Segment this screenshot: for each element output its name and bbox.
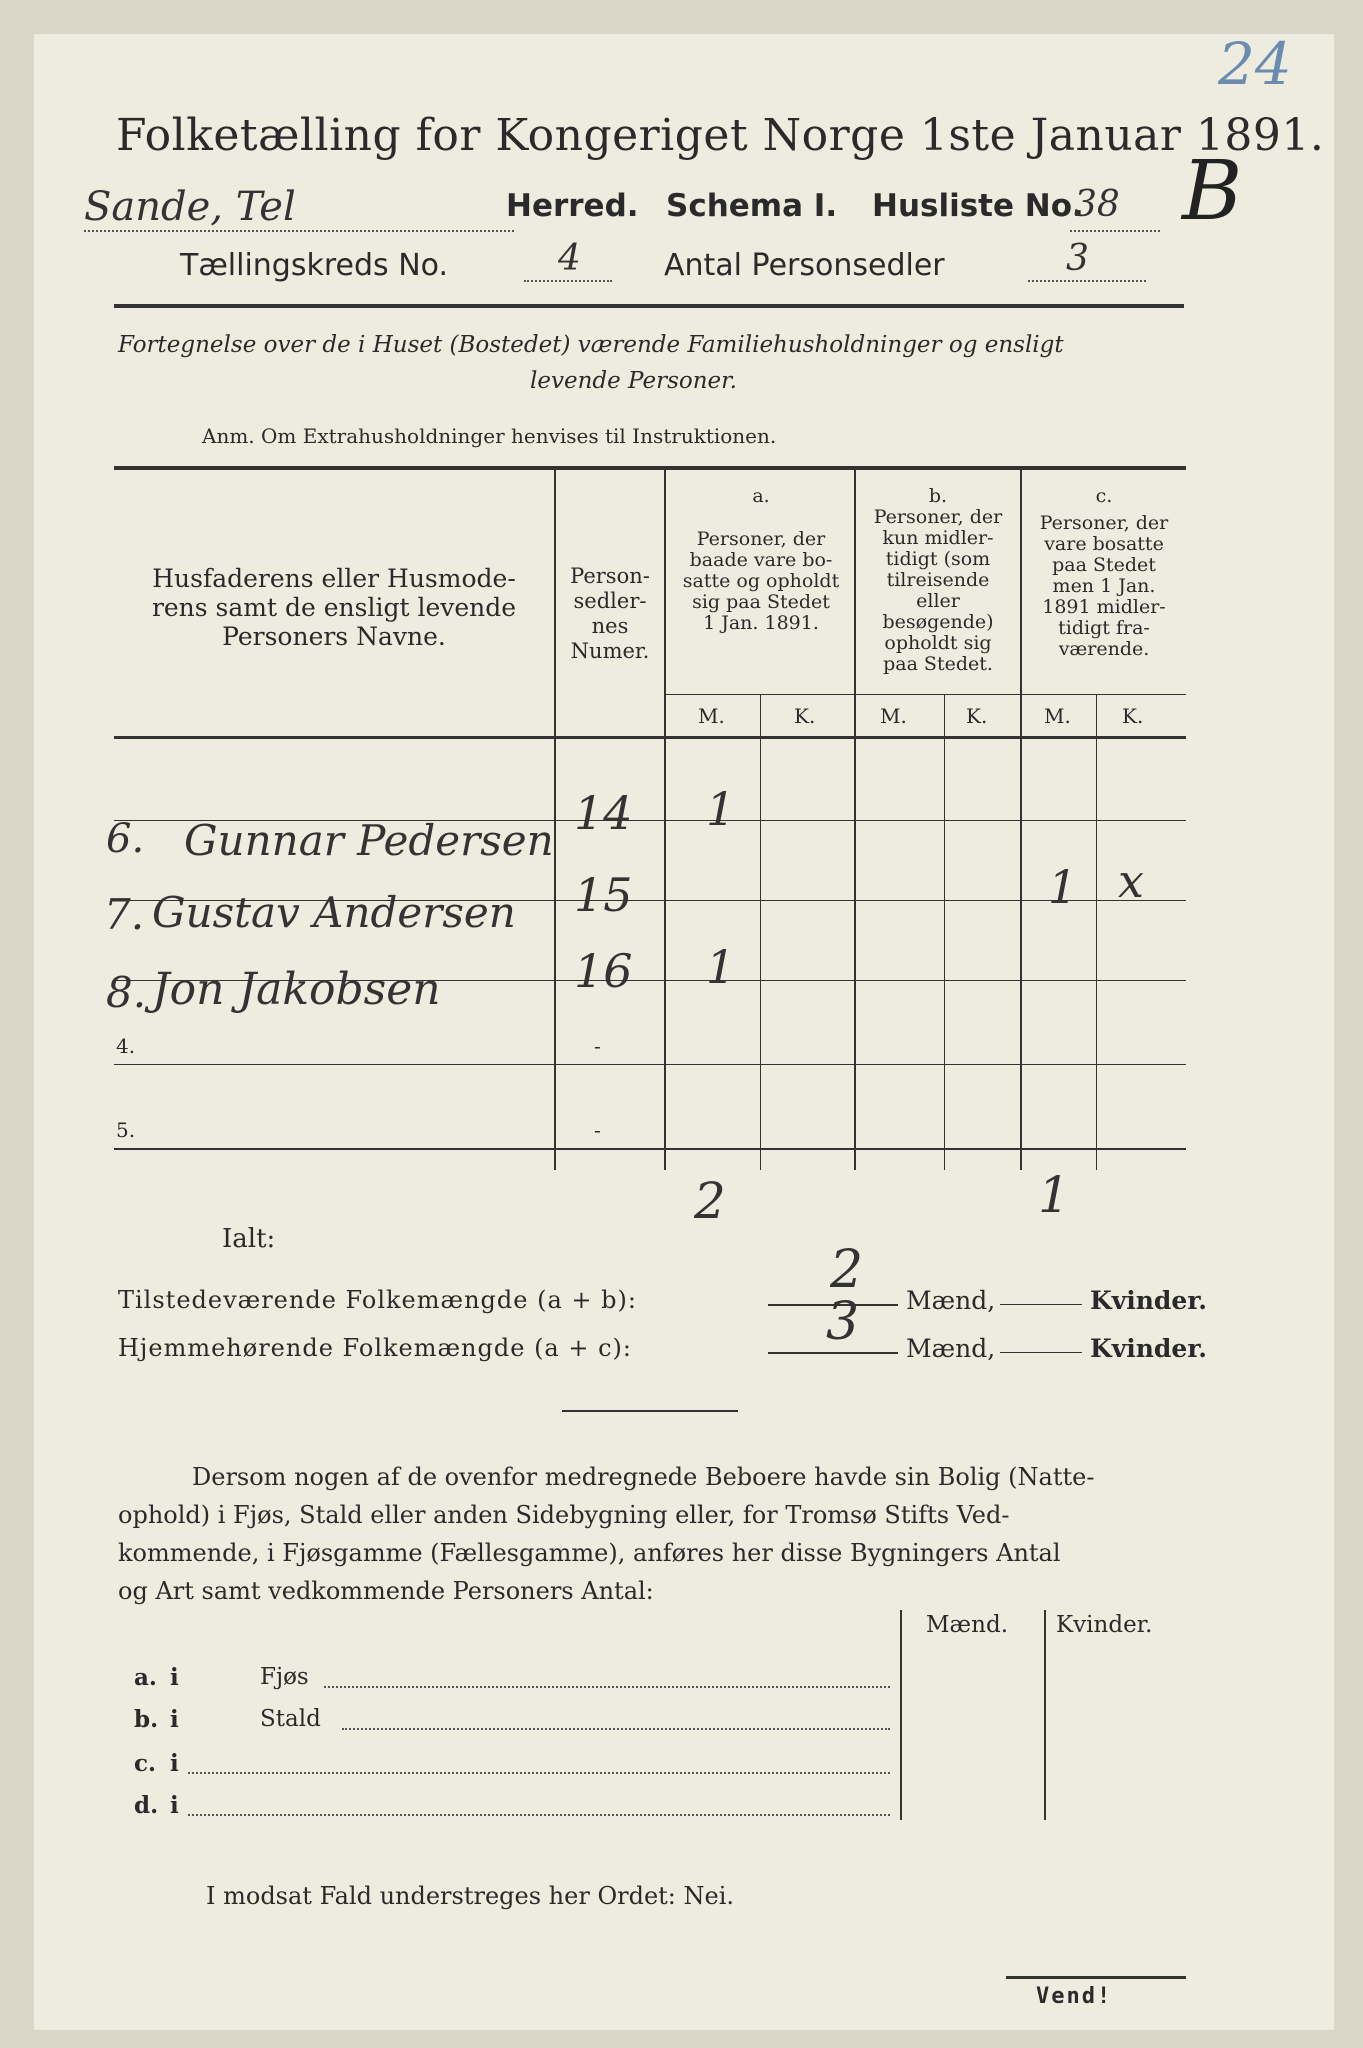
page-number: 24 bbox=[1218, 30, 1292, 98]
buildings-row-d-dots bbox=[188, 1814, 890, 1816]
table-row-5-num: - bbox=[594, 1118, 601, 1142]
col-num-header-l2: sedler- bbox=[573, 589, 647, 613]
table-row-2-name: Gustav Andersen bbox=[152, 888, 516, 937]
kreds-dotline bbox=[524, 280, 612, 282]
col-c-header bbox=[1022, 486, 1186, 660]
section-separator bbox=[562, 1410, 738, 1412]
tilstede-maend-value: 2 bbox=[830, 1240, 864, 1300]
col-c-l4: men 1 Jan. bbox=[1052, 575, 1156, 597]
buildings-row-a-label: Fjøs bbox=[260, 1664, 309, 1690]
table-row-1-a-m: 1 bbox=[706, 782, 736, 836]
col-name-header bbox=[124, 564, 544, 651]
mk-b-k: K. bbox=[966, 704, 988, 728]
buildings-line-2: ophold) i Fjøs, Stald eller anden Sidebygning eller, for Tromsø Stifts Ved- bbox=[118, 1501, 1010, 1529]
antal-value: 3 bbox=[1066, 238, 1089, 279]
buildings-row-b-letter: b. bbox=[134, 1706, 159, 1733]
table-row-3-no: 8. bbox=[106, 968, 147, 1017]
col-rule-3 bbox=[760, 694, 761, 1170]
hjemme-kvinder-label: Kvinder. bbox=[1090, 1334, 1207, 1363]
ialt-a-m: 2 bbox=[694, 1172, 726, 1230]
herred-dotline bbox=[84, 230, 514, 232]
antal-label: Antal Personsedler bbox=[664, 248, 945, 283]
husliste-suffix-large: B bbox=[1182, 144, 1243, 239]
buildings-paragraph bbox=[118, 1458, 1094, 1610]
col-b-l5: eller bbox=[916, 590, 960, 612]
vend-rule bbox=[1006, 1976, 1186, 1979]
table-row-2-c-k: x bbox=[1118, 854, 1144, 908]
buildings-row-a-dots bbox=[324, 1686, 890, 1688]
col-a-l1: Personer, der bbox=[696, 528, 826, 550]
col-c-l6: tidigt fra- bbox=[1058, 617, 1150, 639]
husliste-value: 38 bbox=[1074, 184, 1120, 225]
row-rule-4 bbox=[114, 1064, 1186, 1065]
col-num-header-l1: Person- bbox=[570, 564, 650, 588]
ialt-c-m: 1 bbox=[1038, 1166, 1070, 1224]
hjemme-maend-line bbox=[768, 1352, 898, 1354]
buildings-line-1: Dersom nogen af de ovenfor medregnede Beboere havde sin Bolig (Natte- bbox=[192, 1463, 1095, 1491]
col-num-header-l3: nes bbox=[591, 614, 629, 638]
row-rule-5 bbox=[114, 1148, 1186, 1150]
col-c-l1: Personer, der bbox=[1039, 512, 1169, 534]
tilstede-maend-label: Mænd, bbox=[906, 1286, 996, 1315]
tilstede-kvinder-line bbox=[1000, 1304, 1082, 1305]
col-b-l1: Personer, der bbox=[873, 506, 1003, 528]
col-b-l4: tilreisende bbox=[886, 569, 990, 591]
hjemme-maend-value: 3 bbox=[826, 1292, 860, 1352]
buildings-row-c-prep: i bbox=[170, 1750, 179, 1777]
footnote-nei: I modsat Fald understreges her Ordet: Nei. bbox=[206, 1882, 735, 1910]
husliste-label: Husliste No. bbox=[872, 188, 1084, 224]
col-b-l2: kun midler- bbox=[882, 527, 994, 549]
vend-label: Vend! bbox=[1036, 1984, 1113, 2009]
mk-a-m: M. bbox=[698, 704, 725, 728]
table-top-rule bbox=[114, 466, 1186, 470]
col-a-l3: satte og opholdt bbox=[682, 570, 840, 592]
col-b-header bbox=[856, 486, 1020, 675]
table-row-5-no: 5. bbox=[116, 1118, 136, 1142]
col-name-header-l1: Husfaderens eller Husmode- bbox=[152, 564, 516, 593]
col-b-l8: paa Stedet. bbox=[883, 653, 993, 675]
table-row-3-num: 16 bbox=[574, 944, 633, 998]
hjemme-label: Hjemmehørende Folkemængde (a + c): bbox=[118, 1334, 632, 1362]
buildings-row-b-prep: i bbox=[170, 1706, 179, 1733]
table-row-1-num: 14 bbox=[574, 786, 633, 840]
ialt-label: Ialt: bbox=[222, 1224, 276, 1254]
col-a-l5: 1 Jan. 1891. bbox=[703, 612, 819, 634]
table-row-2-num: 15 bbox=[574, 868, 633, 922]
col-c-letter: c. bbox=[1095, 485, 1113, 507]
mk-c-m: M. bbox=[1044, 704, 1071, 728]
col-name-header-l3: Personers Navne. bbox=[222, 622, 446, 651]
anm-note: Anm. Om Extrahusholdninger henvises til Instruktionen. bbox=[202, 424, 777, 448]
col-c-l3: paa Stedet bbox=[1052, 554, 1156, 576]
table-row-3-a-m: 1 bbox=[706, 940, 736, 994]
col-a-l4: sig paa Stedet bbox=[692, 591, 830, 613]
buildings-row-a-prep: i bbox=[170, 1664, 179, 1691]
col-name-header-l2: rens samt de ensligt levende bbox=[151, 593, 517, 622]
col-a-letter: a. bbox=[752, 485, 770, 507]
col-num-header bbox=[558, 564, 662, 664]
buildings-col-maend: Mænd. bbox=[926, 1612, 1009, 1638]
mk-a-k: K. bbox=[794, 704, 816, 728]
col-num-header-l4: Numer. bbox=[570, 639, 650, 663]
col-rule-5 bbox=[944, 694, 945, 1170]
header-rule bbox=[114, 304, 1184, 308]
husliste-dotline bbox=[1070, 230, 1160, 232]
col-c-l5: 1891 midler- bbox=[1042, 596, 1166, 618]
col-rule-7 bbox=[1096, 694, 1097, 1170]
buildings-line-3: kommende, i Fjøsgamme (Fællesgamme), anføres her disse Bygningers Antal bbox=[118, 1539, 1061, 1567]
col-c-l2: vare bosatte bbox=[1044, 533, 1164, 555]
form-title: Folketælling for Kongeriget Norge 1ste Januar 1891. bbox=[116, 110, 1325, 161]
col-b-l7: opholdt sig bbox=[884, 632, 992, 654]
kreds-value: 4 bbox=[558, 238, 581, 279]
mk-b-m: M. bbox=[880, 704, 907, 728]
table-row-2-no: 7. bbox=[104, 890, 145, 939]
table-row-1-no: 6. bbox=[106, 816, 145, 862]
col-c-l7: værende. bbox=[1058, 638, 1150, 660]
col-b-letter: b. bbox=[928, 485, 948, 507]
buildings-row-a-letter: a. bbox=[134, 1664, 157, 1691]
table-row-4-no: 4. bbox=[116, 1034, 136, 1058]
herred-value: Sande, Tel bbox=[84, 184, 296, 230]
buildings-row-c-dots bbox=[188, 1772, 890, 1774]
antal-dotline bbox=[1028, 280, 1146, 282]
buildings-row-d-prep: i bbox=[170, 1792, 179, 1819]
hjemme-maend-label: Mænd, bbox=[906, 1334, 996, 1363]
tilstede-kvinder-label: Kvinder. bbox=[1090, 1286, 1207, 1315]
col-a-header bbox=[668, 486, 854, 634]
table-row-4-num: - bbox=[594, 1034, 601, 1058]
buildings-row-b-label: Stald bbox=[260, 1706, 321, 1732]
kreds-label: Tællingskreds No. bbox=[180, 248, 448, 283]
intro-line-2: levende Personer. bbox=[530, 368, 737, 394]
table-row-1-name: Gunnar Pedersen bbox=[184, 816, 554, 865]
buildings-line-4: og Art samt vedkommende Personers Antal: bbox=[118, 1577, 654, 1605]
table-header-bottom-rule bbox=[114, 736, 1186, 739]
table-row-3-name: Jon Jakobsen bbox=[152, 964, 441, 1015]
census-form-page bbox=[34, 30, 1334, 2030]
buildings-row-c-letter: c. bbox=[134, 1750, 157, 1777]
buildings-col-kvinder: Kvinder. bbox=[1056, 1612, 1153, 1638]
col-b-l6: besøgende) bbox=[882, 611, 994, 633]
col-b-l3: tidigt (som bbox=[885, 548, 991, 570]
buildings-row-b-dots bbox=[342, 1728, 890, 1730]
buildings-row-d-letter: d. bbox=[134, 1792, 159, 1819]
mk-rule bbox=[664, 694, 1186, 695]
hjemme-kvinder-line bbox=[1000, 1352, 1082, 1353]
schema-label: Schema I. bbox=[666, 188, 838, 224]
buildings-col-rule-2 bbox=[1044, 1610, 1046, 1820]
herred-label: Herred. bbox=[506, 188, 639, 224]
mk-c-k: K. bbox=[1122, 704, 1144, 728]
table-row-2-c-m: 1 bbox=[1048, 860, 1078, 914]
tilstede-label: Tilstedeværende Folkemængde (a + b): bbox=[118, 1286, 637, 1314]
intro-line-1: Fortegnelse over de i Huset (Bostedet) værende Familiehusholdninger og ensligt bbox=[118, 332, 1064, 358]
col-a-l2: baade vare bo- bbox=[689, 549, 833, 571]
buildings-col-rule-1 bbox=[900, 1610, 902, 1820]
